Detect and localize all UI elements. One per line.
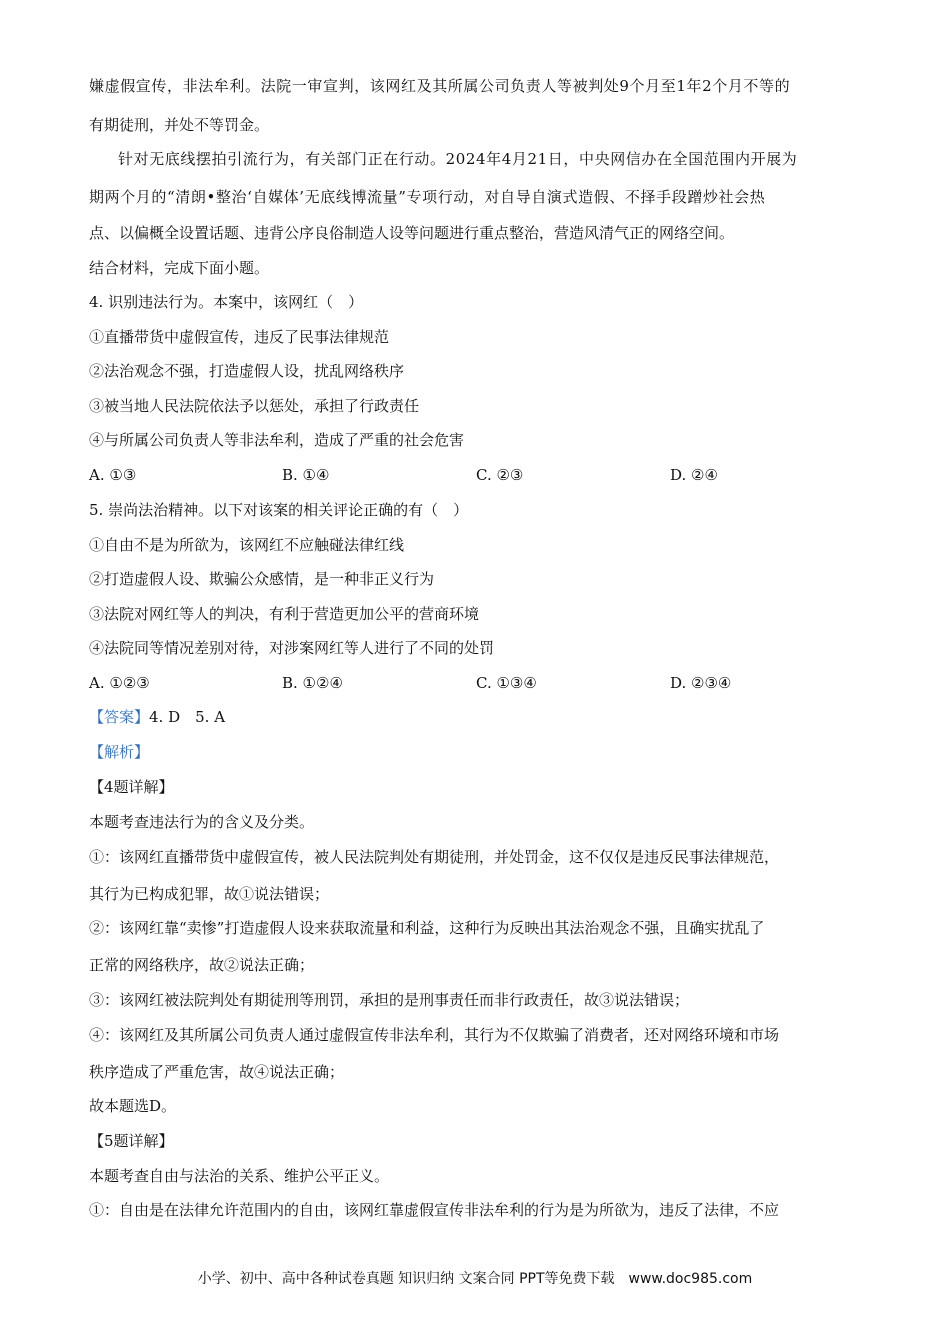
answer-tag: 【答案】 [89, 708, 150, 726]
material-line-2: 有期徒刑，并处不等罚金。 [89, 116, 270, 134]
question-4-option-b: B. ①④ [282, 466, 330, 484]
q4-analysis-line-6: ③：该网红被法院判处有期徒刑等刑罚，承担的是刑事责任而非行政责任，故③说法错误； [89, 991, 690, 1009]
question-4-option-c: C. ②③ [476, 466, 524, 484]
question-4-item-2: ②法治观念不强，打造虚假人设，扰乱网络秩序 [89, 362, 405, 380]
q4-analysis-line-5: 正常的网络秩序，故②说法正确； [89, 956, 315, 974]
question-5-option-a: A. ①②③ [89, 674, 150, 692]
question-4-option-a: A. ①③ [89, 466, 137, 484]
question-4-item-4: ④与所属公司负责人等非法牟利，造成了严重的社会危害 [89, 431, 465, 449]
material-line-4: 期两个月的“清朗•整治‘自媒体’无底线博流量”专项行动，对自导自演式造假、不择手段蹭炒社会热 [89, 188, 766, 206]
analysis-tag: 【解析】 [89, 743, 150, 761]
q4-analysis-line-4: ②：该网红靠“卖惨”打造虚假人设来获取流量和利益，这种行为反映出其法治观念不强，且确实扰乱了 [89, 919, 765, 937]
q5-analysis-line-2: ①：自由是在法律允许范围内的自由，该网红靠虚假宣传非法牟利的行为是为所欲为，违反了法律，不应 [89, 1201, 780, 1219]
question-5-option-b: B. ①②④ [282, 674, 343, 692]
question-5-item-3: ③法院对网红等人的判决，有利于营造更加公平的营商环境 [89, 605, 480, 623]
page-footer [0, 1270, 950, 1288]
question-4-item-1: ①直播带货中虚假宣传，违反了民事法律规范 [89, 328, 390, 346]
material-line-3: 针对无底线摆拍引流行为，有关部门正在行动。2024年4月21日，中央网信办在全国范围内开展为 [118, 150, 798, 168]
answer-line [89, 707, 869, 727]
answer-text: 4. D 5. A [149, 708, 226, 726]
q4-analysis-line-7: ④：该网红及其所属公司负责人通过虚假宣传非法牟利，其行为不仅欺骗了消费者，还对网络环境和市场 [89, 1026, 780, 1044]
question-4-stem: 4. 识别违法行为。本案中，该网红（ ） [89, 293, 364, 311]
question-5-item-2: ②打造虚假人设、欺骗公众感情，是一种非正义行为 [89, 570, 435, 588]
question-5-option-d: D. ②③④ [670, 674, 732, 692]
analysis-line [89, 742, 869, 762]
question-4-item-3: ③被当地人民法院依法予以惩处，承担了行政责任 [89, 397, 420, 415]
q5-analysis-header: 【5题详解】 [89, 1132, 174, 1150]
question-5-options [89, 673, 869, 693]
question-5-item-4: ④法院同等情况差别对待，对涉案网红等人进行了不同的处罚 [89, 639, 495, 657]
material-line-1: 嫌虚假宣传，非法牟利。法院一审宣判，该网红及其所属公司负责人等被判处9个月至1年2个月不等的 [89, 77, 791, 95]
footer-text: 小学、初中、高中各种试卷真题 知识归纳 文案合同 PPT等免费下载 www.doc985.com [197, 1271, 753, 1287]
q4-analysis-line-9: 故本题选D。 [89, 1097, 177, 1115]
question-5-stem: 5. 崇尚法治精神。以下对该案的相关评论正确的有（ ） [89, 501, 469, 519]
q4-analysis-header: 【4题详解】 [89, 778, 174, 796]
question-4-option-d: D. ②④ [670, 466, 718, 484]
question-5-item-1: ①自由不是为所欲为，该网红不应触碰法律红线 [89, 536, 405, 554]
question-5-option-c: C. ①③④ [476, 674, 537, 692]
question-4-options [89, 465, 869, 485]
material-line-5: 点、以偏概全设置话题、违背公序良俗制造人设等问题进行重点整治，营造风清气正的网络空间。 [89, 224, 735, 242]
q4-analysis-line-2: ①：该网红直播带货中虚假宣传，被人民法院判处有期徒刑，并处罚金，这不仅仅是违反民事法律规范， [89, 848, 780, 866]
instruction-prompt: 结合材料，完成下面小题。 [89, 259, 270, 277]
q5-analysis-line-1: 本题考查自由与法治的关系、维护公平正义。 [89, 1167, 390, 1185]
q4-analysis-line-1: 本题考查违法行为的含义及分类。 [89, 813, 315, 831]
q4-analysis-line-3: 其行为已构成犯罪，故①说法错误； [89, 885, 330, 903]
q4-analysis-line-8: 秩序造成了严重危害，故④说法正确； [89, 1063, 345, 1081]
